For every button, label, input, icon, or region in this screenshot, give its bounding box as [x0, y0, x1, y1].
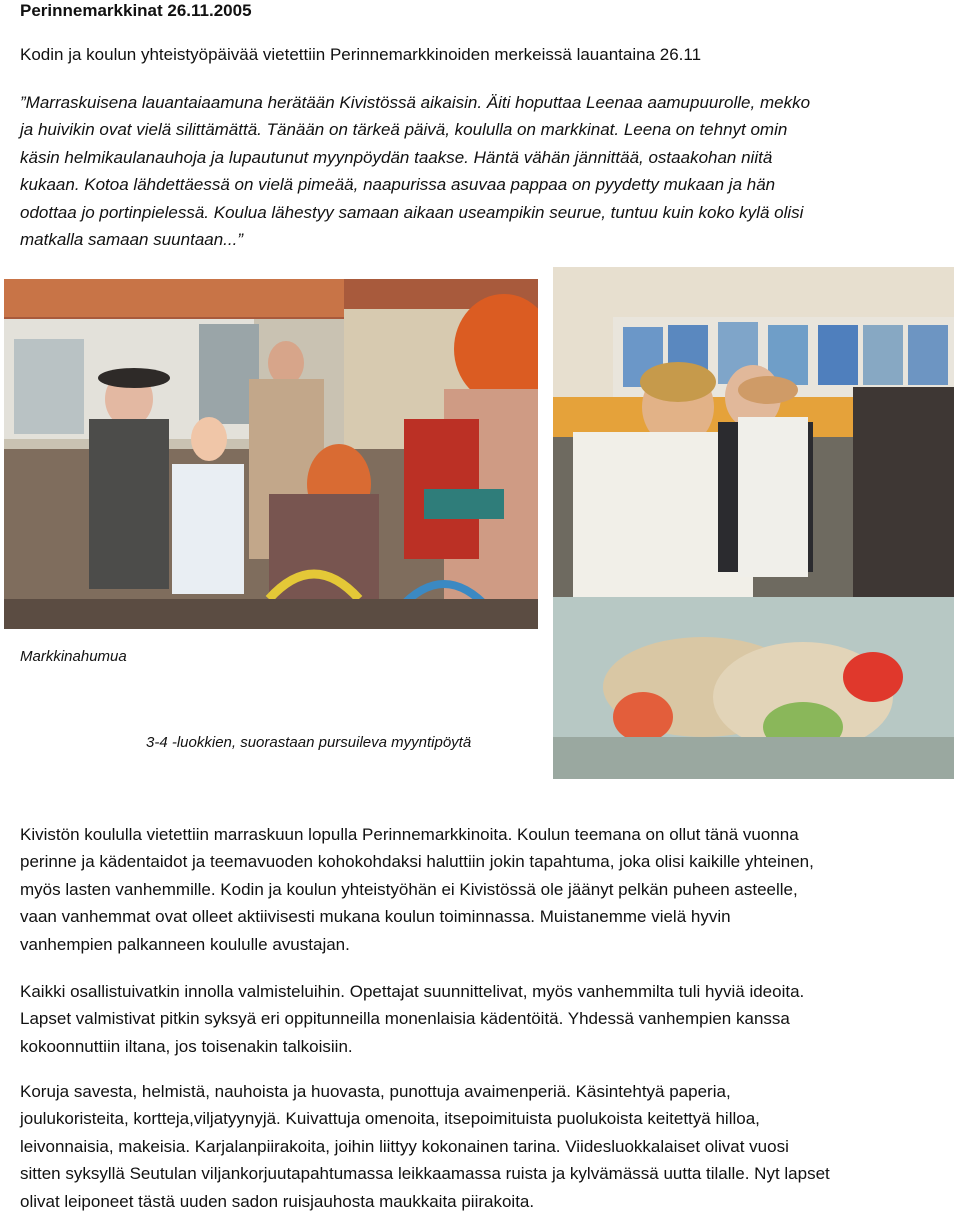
paragraph-line: sitten syksyllä Seutulan viljankorjuutapahtumassa leikkaamassa ruista ja kylvämässä uutta tilalle. Nyt lapset [20, 1164, 830, 1184]
quote-line: kukaan. Kotoa lähdettäessä on vielä pimeää, naapurissa asuvaa pappaa on pyydetty mukaan ja hän [20, 175, 776, 195]
paragraph-line: Koruja savesta, helmistä, nauhoista ja huovasta, punottuja avaimenperiä. Käsintehtyä paperia, [20, 1082, 731, 1101]
sales-table-photo [553, 267, 954, 779]
paragraph [20, 821, 940, 958]
photo-caption-left: Markkinahumua [20, 648, 127, 665]
paragraph-line: myös lasten vanhemmille. Kodin ja koulun yhteistyöhän ei Kivistössä ole jäänyt pelkän puheen asteelle, [20, 879, 798, 899]
paragraph-line: perinne ja kädentaidot ja teemavuoden kohokohdaksi haluttiin jokin tapahtuma, joka olisi kaikille yhteinen, [20, 852, 814, 872]
quote-line: ”Marraskuisena lauantaiaamuna herätään Kivistössä aikaisin. Äiti hoputtaa Leenaa aamupuurolle, mekko [20, 93, 811, 112]
paragraph-line: olivat leiponeet tästä uuden sadon ruisjauhosta maukkaita piirakoita. [20, 1191, 535, 1211]
paragraph-line: joulukoristeita, kortteja,viljatyynyjä. Kuivattuja omenoita, itsepoimituista puolukoista keitettyä hilloa, [20, 1109, 760, 1129]
paragraph-line: Kivistön koululla vietettiin marraskuun lopulla Perinnemarkkinoita. Koulun teemana on ollut tänä vuonna [20, 825, 799, 844]
paragraph-line: Kaikki osallistuivatkin innolla valmisteluihin. Opettajat suunnittelivat, myös vanhemmilta tuli hyviä ideoita. [20, 982, 805, 1001]
quote-line: matkalla samaan suuntaan...” [20, 230, 244, 250]
intro-line: Kodin ja koulun yhteistyöpäivää vietettiin Perinnemarkkinoiden merkeissä lauantaina 26.11 [20, 45, 702, 64]
quote-line: odottaa jo portinpielessä. Koulua lähestyy samaan aikaan useampikin seurue, tuntuu kuin koko kylä olisi [20, 202, 804, 222]
paragraph-line: vanhempien palkanneen koululle avustajan. [20, 934, 350, 954]
paragraph-line: Lapset valmistivat pitkin syksyä eri oppitunneilla monenlaisia kädentöitä. Yhdessä vanhempien kanssa [20, 1009, 790, 1029]
quote-block [20, 89, 940, 253]
quote-line: käsin helmikaulanauhoja ja lupautunut myynpöydän taakse. Häntä vähän jännittää, ostaakohan niitä [20, 147, 773, 167]
market-crowd-photo [4, 279, 538, 629]
photo-caption-right: 3-4 -luokkien, suorastaan pursuileva myyntipöytä [146, 734, 472, 751]
page-title: Perinnemarkkinat 26.11.2005 [20, 1, 252, 20]
quote-line: ja huivikin ovat vielä silittämättä. Tänään on tärkeä päivä, koululla on markkinat. Leena on tehnyt omin [20, 120, 788, 140]
paragraph-line: vaan vanhemmat ovat olleet aktiivisesti mukana koulun toiminnassa. Muistanemme vielä hyvin [20, 907, 731, 927]
paragraph [20, 978, 940, 1060]
paragraph-line: kokoonnuttiin iltana, jos toisenakin talkoisiin. [20, 1036, 353, 1056]
paragraph [20, 1078, 940, 1215]
paragraph-line: leivonnaisia, makeisia. Karjalanpiirakoita, joihin liittyy kokonainen tarina. Viidesluokkalaiset olivat vuosi [20, 1136, 789, 1156]
